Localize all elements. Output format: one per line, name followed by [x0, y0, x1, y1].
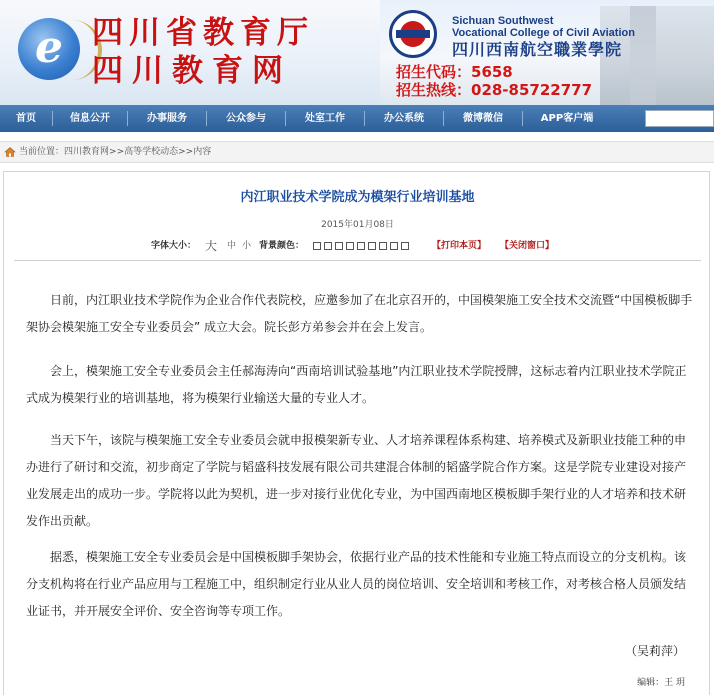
font-size-label: 字体大小： — [151, 241, 197, 251]
nav-dept-work[interactable]: 处室工作 — [305, 113, 345, 124]
breadcrumb-link-category[interactable]: 高等学校动态 — [124, 147, 179, 157]
bg-color-swatch[interactable] — [324, 242, 332, 250]
search-input[interactable] — [645, 110, 714, 127]
divider — [14, 260, 701, 261]
close-window-link[interactable]: 【关闭窗口】 — [500, 241, 555, 251]
breadcrumb-prefix: 当前位置： — [19, 147, 65, 157]
header-banner — [0, 0, 714, 105]
font-size-large[interactable]: 大 — [205, 239, 218, 253]
breadcrumb-separator: >> — [109, 147, 125, 157]
main-nav — [0, 105, 714, 132]
home-icon — [4, 146, 16, 158]
recruit-hotline: 招生热线：028-85722777 — [396, 81, 593, 99]
bg-color-swatch[interactable] — [401, 242, 409, 250]
breadcrumb — [0, 141, 714, 163]
nav-app-client[interactable]: APP客户端 — [540, 113, 594, 124]
bg-color-swatch[interactable] — [346, 242, 354, 250]
nav-home[interactable]: 首页 — [16, 113, 36, 124]
article-signature: （吴莉萍） — [624, 644, 685, 658]
font-size-medium[interactable]: 中 — [227, 241, 237, 251]
article-paragraph: 据悉，模架施工安全专业委员会是中国模板脚手架协会，依据行业产品的技术性能和专业施工特点而设立的分支机构。该分支机构将在行业产品应用与工程施工中，组织制定行业从业人员的岗位培训、安全培训和考核工作，对考核合格人员颁发结业证书，并开展安全评价、安全咨询等专项工作。 — [26, 550, 687, 618]
nav-info-public[interactable]: 信息公开 — [70, 113, 110, 124]
bg-color-swatch[interactable] — [313, 242, 321, 250]
article-tools — [4, 238, 711, 254]
breadcrumb-link-site[interactable]: 四川教育网 — [64, 147, 110, 157]
article-date: 2015年01月08日 — [321, 220, 394, 230]
article-paragraph: 日前，内江职业技术学院作为企业合作代表院校，应邀参加了在北京召开的，中国模架施工安全技术交流暨“中国模板脚手架协会模架施工安全专业委员会” 成立大会。院长彭方弟参会并在会上发言。 — [26, 293, 693, 334]
bg-color-label: 背景颜色： — [259, 241, 305, 251]
font-size-small[interactable]: 小 — [242, 241, 252, 251]
site-title[interactable]: 四川教育网 — [92, 53, 292, 89]
article-paragraph: 当天下午，该院与模架施工安全专业委员会就申报模架新专业、人才培养课程体系构建、培养模式及新职业技能工种的申办进行了研讨和交流，初步商定了学院与韬盛科技发展有限公司共建混合体制的韬盛学院合作方案。这是学院专业建设对接产业发展走出的成功一步。学院将以此为契机，进一步对接行业优化专业，为中国西南地区模板脚手架行业的人才培养和技术研发作出贡献。 — [26, 433, 687, 528]
article-panel — [3, 171, 710, 695]
article-paragraph: 会上，模架施工安全专业委员会主任郝海涛向“西南培训试验基地”内江职业技术学院授牌，这标志着内江职业技术学院正式成为模架行业的培训基地，将为模架行业输送大量的专业人才。 — [26, 364, 687, 405]
recruit-code: 招生代码：5658 — [396, 63, 513, 81]
breadcrumb-text — [19, 142, 211, 162]
breadcrumb-separator: >> — [178, 147, 194, 157]
breadcrumb-current: 内容 — [193, 147, 212, 157]
print-page-link[interactable]: 【打印本页】 — [432, 241, 487, 251]
nav-services[interactable]: 办事服务 — [147, 113, 187, 124]
college-emblem-icon — [389, 10, 437, 58]
college-name-cn: 四川西南航空職業學院 — [452, 40, 623, 59]
bg-color-swatch[interactable] — [379, 242, 387, 250]
article-editor: 编辑：王 玥 — [637, 678, 685, 688]
article-title: 内江职业技术学院成为模架行业培训基地 — [240, 190, 475, 205]
college-name-en-line1: Sichuan Southwest — [452, 15, 554, 27]
education-logo-icon[interactable]: e — [18, 18, 80, 80]
nav-public-participation[interactable]: 公众参与 — [226, 113, 266, 124]
college-name-en-line2: Vocational College of Civil Aviation — [452, 27, 635, 39]
bg-color-swatch[interactable] — [335, 242, 343, 250]
nav-office-system[interactable]: 办公系统 — [384, 113, 424, 124]
bg-color-swatch[interactable] — [368, 242, 376, 250]
bg-color-swatch[interactable] — [390, 242, 398, 250]
nav-weibo-wechat[interactable]: 微博微信 — [463, 113, 503, 124]
dept-title[interactable]: 四川省教育厅 — [92, 15, 314, 51]
bg-color-swatch[interactable] — [357, 242, 365, 250]
